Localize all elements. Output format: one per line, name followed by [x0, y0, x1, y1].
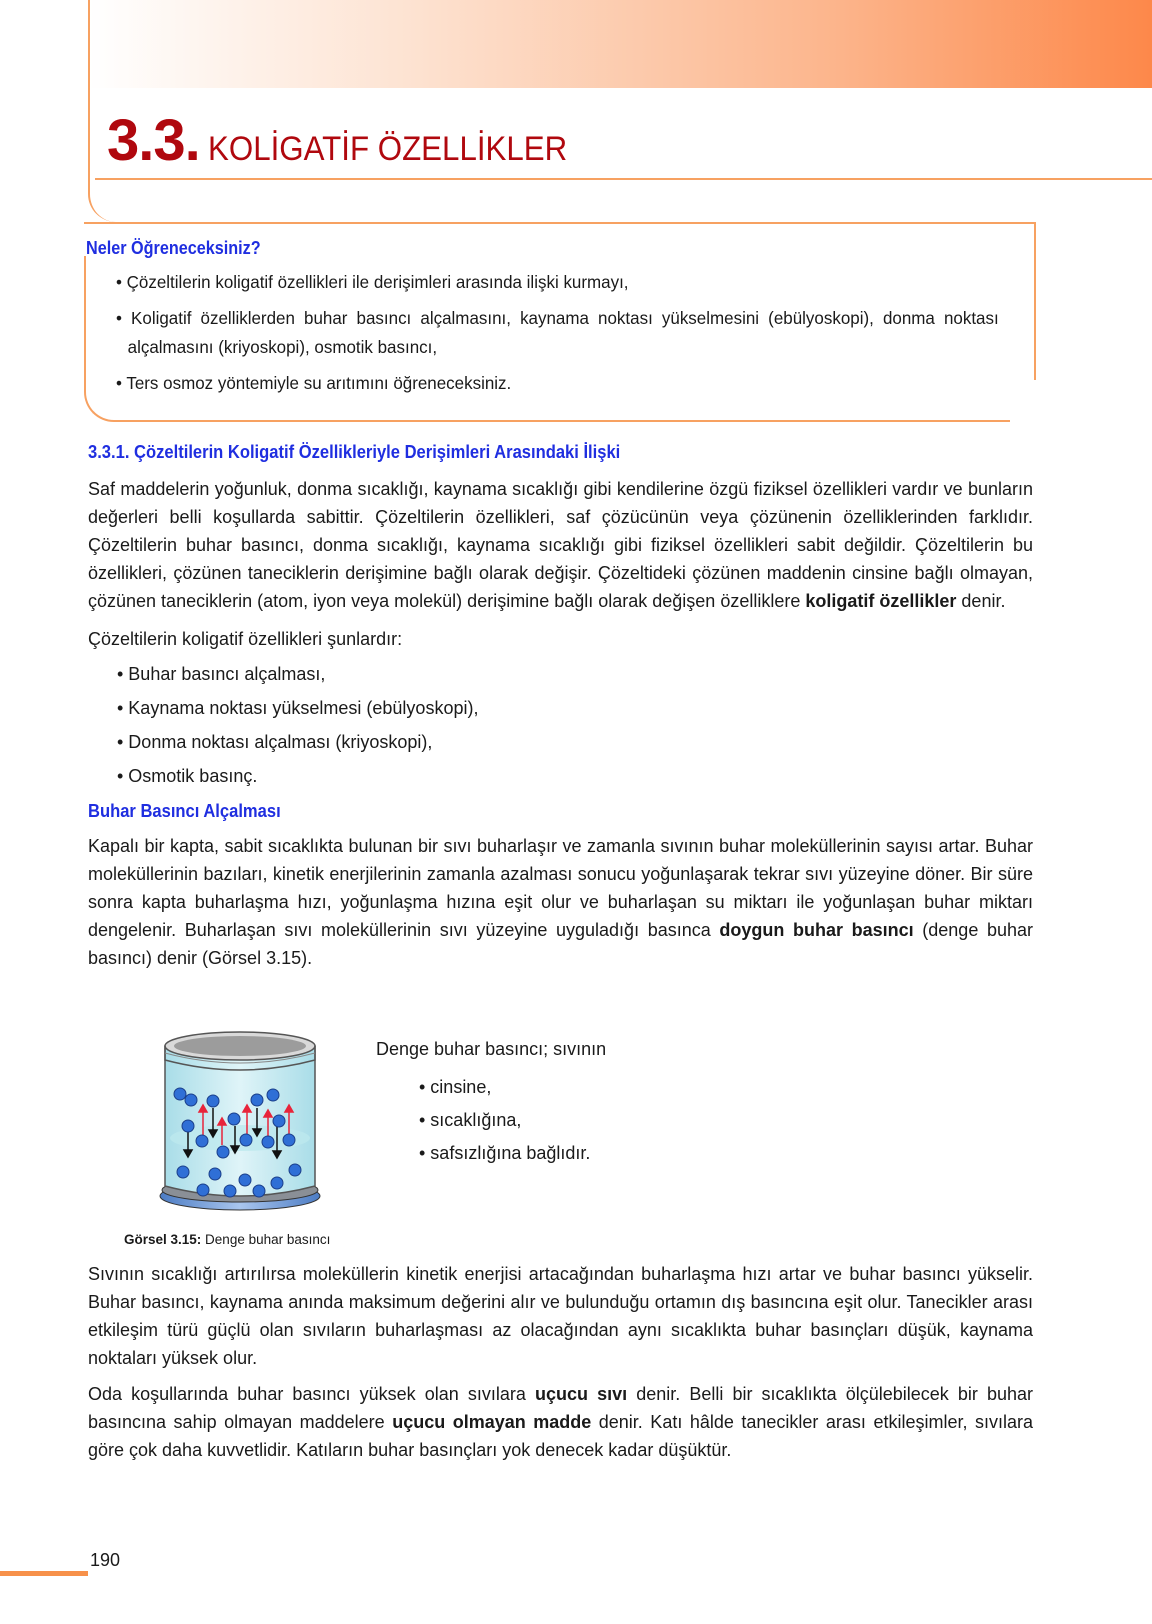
list-item: • cinsine, [419, 1077, 492, 1097]
objective-item: • Ters osmoz yöntemiyle su arıtımını öğreneceksiniz. [116, 373, 512, 393]
page-number-bar [0, 1571, 88, 1576]
objectives-heading: Neler Öğreneceksiniz? [86, 238, 264, 259]
list-item: • Donma noktası alçalması (kriyoskopi), [117, 732, 433, 752]
figure-caption [124, 1232, 330, 1247]
objective-item: • Koligatif özelliklerden buhar basıncı alçalmasını, kaynama noktası yükselmesini (ebülyoskopi), donma noktası alçalmasını (kriyoskopi), osmotik basıncı, [116, 308, 999, 357]
header-frame [88, 0, 1152, 222]
paragraph [88, 1380, 1033, 1464]
list-item: • sıcaklığına, [419, 1110, 522, 1130]
bold-term: doygun buhar basıncı [719, 920, 914, 940]
caption-label: Görsel 3.15: [124, 1232, 202, 1247]
subsection-heading: Buhar Basıncı Alçalması [88, 801, 281, 821]
vapor-pressure-figure [155, 1028, 325, 1218]
objectives-list [116, 268, 1026, 405]
title-underline [95, 178, 1152, 180]
paragraph [88, 832, 1033, 972]
list-item: • Osmotik basınç. [117, 766, 258, 786]
objective-item: • Çözeltilerin koligatif özellikleri ile derişimleri arasında ilişki kurmayı, [116, 272, 629, 292]
caption-text: Denge buhar basıncı [201, 1232, 331, 1247]
page-title [107, 108, 598, 173]
lower-text [88, 1260, 1033, 1464]
list-item: • Buhar basıncı alçalması, [117, 664, 326, 684]
paragraph-text: denir. Belli bir sıcaklıkta ölçülebilecek bir buhar basıncına sahip olmayan maddelere [88, 1384, 1033, 1432]
koligatif-list [117, 657, 1033, 793]
section-331 [88, 442, 1033, 972]
page-number: 190 [90, 1550, 121, 1570]
list-intro: Çözeltilerin koligatif özellikleri şunlardır: [88, 629, 403, 649]
section-title: KOLİGATİF ÖZELLİKLER [207, 130, 568, 168]
paragraph-text: Saf maddelerin yoğunluk, donma sıcaklığı, kaynama sıcaklığı gibi kendilerine özgü fiziksel özellikleri vardır ve bunların değerleri belli koşullarda sabittir. Çözeltilerin özellikleri, saf çözücünün veya çözünenin özelliklerinden farklıdır. Çözeltilerin buhar basıncı, donma sıcaklığı, kaynama sıcaklığı gibi fiziksel özellikleri sabit değildir. Çözeltilerin bu özellikleri, çözünen taneciklerin derişimine bağlı olarak değişir. Çözeltideki çözünen maddenin cinsine bağlı olmayan, çözünen taneciklerin (atom, iyon veya molekül) derişimine bağlı olarak değişen özelliklere [88, 479, 1033, 611]
subsection-heading: 3.3.1. Çözeltilerin Koligatif Özellikleriyle Derişimleri Arasındaki İlişki [88, 442, 621, 462]
paragraph-text: (denge buhar basıncı) denir (Görsel 3.15). [88, 920, 1033, 968]
list-item: • safsızlığına bağlıdır. [419, 1143, 591, 1163]
paragraph-text: denir. Katı hâlde tanecikler arası etkileşimler, sıvılara göre çok daha kuvvetlidir. Katıların buhar basınçları yok denecek kadar düşüktür. [88, 1412, 1033, 1460]
section-number: 3.3. [107, 108, 200, 173]
list-item: • Kaynama noktası yükselmesi (ebülyoskopi), [117, 698, 479, 718]
dependency-lead: Denge buhar basıncı; sıvının [376, 1039, 607, 1059]
paragraph-text: denir. [956, 591, 1006, 611]
bold-term: uçucu olmayan madde [392, 1412, 592, 1432]
beaker-illustration [155, 1028, 325, 1218]
bold-term: koligatif özellikler [805, 591, 957, 611]
bold-term: uçucu sıvı [534, 1384, 628, 1404]
paragraph-text: Oda koşullarında buhar basıncı yüksek olan sıvılara [88, 1384, 535, 1404]
paragraph [88, 475, 1033, 615]
frame-gap [1030, 380, 1040, 430]
paragraph-text: Kapalı bir kapta, sabit sıcaklıkta bulunan bir sıvı buharlaşır ve zamanla sıvının buhar moleküllerinin sayısı artar. Buhar moleküllerinin bazıları, kinetik enerjilerinin zamanla azalması sonucu yoğunlaşarak tekrar sıvı yüzeyine döner. Bir süre sonra kapta buharlaşma hızı, yoğunlaşma hızına eşit olur ve buharlaşan su miktarı ile yoğunlaşan buhar miktarı dengelenir. Buharlaşan sıvı moleküllerinin sıvı yüzeyine uyguladığı basınca [88, 836, 1033, 940]
paragraph: Sıvının sıcaklığı artırılırsa moleküllerin kinetik enerjisi artacağından buharlaşma hızı artar ve buhar basıncı yükselir. Buhar basıncı, kaynama anında maksimum değerini alır ve bulunduğu ortamın dış basıncına eşit olur. Tanecikler arası etkileşim türü güçlü olan sıvıların buharlaşması az olacağından aynı sıcaklıkta buhar basınçları düşük, kaynama noktaları yüksek olur. [88, 1264, 1033, 1368]
dependency-list [376, 1035, 606, 1170]
